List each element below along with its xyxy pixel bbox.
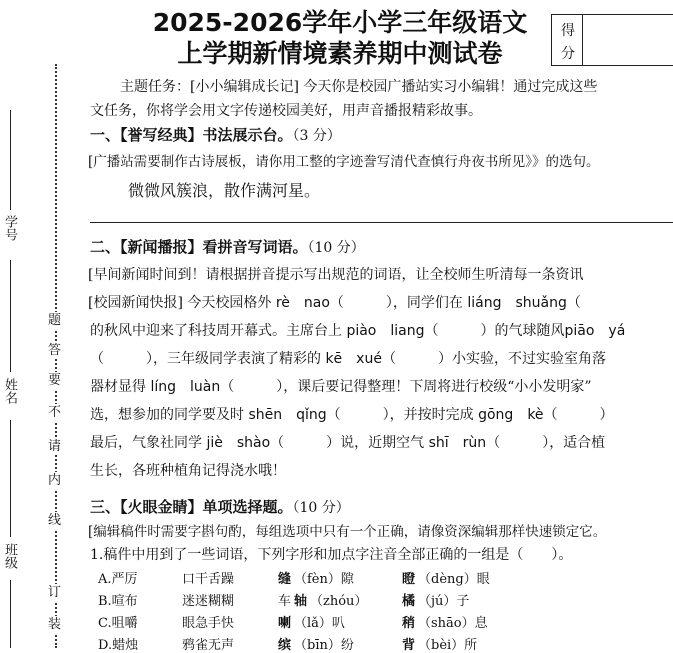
text-segment: ，同学们在 (392, 295, 463, 311)
section1-poem: 微微风簇浪，散作满河星。 (128, 181, 321, 200)
class-line (10, 420, 11, 537)
title-line-1: 2025-2026学年小学三年级语文 (152, 8, 528, 37)
text-segment: 的气球随风 (494, 323, 565, 339)
option-word-1: B.喧布 (98, 594, 138, 609)
text-segment: 选，想参加的同学要及时 (90, 407, 244, 423)
section1-title: 一、【誉写经典】书法展示台。 (90, 126, 293, 144)
writing-line[interactable] (90, 222, 673, 223)
binding-margin (0, 0, 78, 648)
binding-char: 要 (48, 373, 62, 388)
section2-points: （10 分） (307, 240, 365, 256)
option-char: 橘 (402, 594, 416, 609)
option-pinyin: （lǎ）叭 (294, 616, 345, 631)
section3-instruction: [编辑稿件时需要字斟句酌，每组选项中只有一个正确，请像资深编辑那样快速锁定它。 (88, 524, 607, 540)
text-segment: ，适合植 (549, 435, 606, 451)
option-pinyin: （shāo）息 (418, 616, 488, 631)
option-word-1: A.严厉 (98, 572, 138, 587)
pinyin: piāo yá (564, 323, 626, 339)
section1-instruction: [广播站需要制作古诗展板，请你用工整的字迹誊写清代查慎行舟夜书所见》》的选句。 (88, 154, 600, 170)
section2-line-5: 器材显得 líng luàn（ ），课后要记得整理！下周将进行校级“小小发明家” (90, 379, 592, 395)
name-label: 姓名 (2, 378, 17, 404)
text-segment: ，课后要记得整理！下周将进行校级“小小发明家” (283, 379, 592, 395)
option-word-2: 眼急手快 (182, 616, 235, 631)
pinyin: líng luàn (150, 379, 221, 395)
text-segment: 小实验，不过实验室角落 (451, 351, 606, 367)
section2-line-8: 生长，各班种植角记得浇水哦！ (90, 463, 286, 479)
name-line (10, 260, 11, 372)
class-label: 班级 (2, 543, 17, 569)
option-pinyin: （fèn）隙 (294, 572, 354, 587)
section2-heading (90, 236, 365, 257)
option-char: 车 (278, 594, 292, 609)
binding-char: 题 (48, 313, 62, 328)
exam-title (130, 7, 550, 69)
binding-char: 线 (48, 513, 62, 528)
question-1: 1.稿件中用到了一些词语，下列字形和加点字注音全部正确的一组是（ ）。 (90, 547, 573, 563)
option-char: 稍 (402, 616, 416, 631)
section2-line-6: 选，想参加的同学要及时 shēn qǐng（ ），并按时完成 gōng kè（ ） (90, 407, 614, 423)
option-word-1: C.咀嚼 (98, 616, 138, 631)
option-pinyin: （jú）子 (418, 594, 470, 609)
binding-char: 内 (48, 473, 62, 488)
option-pinyin: （dèng）眼 (418, 572, 490, 587)
pinyin: shī rùn (428, 435, 487, 451)
option-pinyin: （zhóu） (310, 594, 368, 609)
option-char: 缝 (278, 572, 292, 587)
score-char-2: 分 (561, 46, 575, 62)
option-word-2: 口干舌躁 (182, 572, 235, 587)
option-word-1: D.蜡烛 (98, 638, 139, 653)
option-char: 背 (402, 638, 416, 653)
pinyin: gōng kè (478, 407, 544, 423)
pinyin: kē xué (325, 351, 382, 367)
text-segment: 的秋风中迎来了科技周开幕式。主席台上 (90, 323, 342, 339)
intro-line-1: 主题任务：[小小编辑成长记] 今天你是校园广播站实习小编辑！通过完成这些 (120, 79, 598, 95)
option-pinyin: （bīn）纷 (294, 638, 354, 653)
score-box (551, 14, 673, 66)
option-char: 喇 (278, 616, 292, 631)
student-id-label: 学号 (2, 215, 17, 241)
text-segment: ，并按时完成 (389, 407, 474, 423)
text-segment: [校园新闻快报] 今天校园格外 (88, 295, 272, 311)
class-line-lower (10, 580, 11, 648)
section3-title: 三、【火眼金睛】单项选择题。 (90, 498, 293, 516)
section1-heading (90, 124, 341, 145)
option-char: 瞪 (402, 572, 416, 587)
section3-heading (90, 496, 350, 517)
section2-line-4: （ ），三年级同学表演了精彩的 kē xué（ ）小实验，不过实验室角落 (90, 351, 606, 367)
pinyin: piào liang (346, 323, 425, 339)
score-char-1: 得 (561, 23, 575, 39)
option-char: 轴 (294, 594, 308, 609)
pinyin: liáng shuǎng (467, 295, 567, 311)
intro-line-2: 文任务，你将学会用文字传递校园美好，用声音播报精彩故事。 (90, 103, 482, 119)
section1-points: （3 分） (292, 128, 341, 144)
text-segment: 最后，气象社同学 (90, 435, 202, 451)
section2-line-3: 的秋风中迎来了科技周开幕式。主席台上 piào liang（ ）的气球随风piāo yá (90, 323, 626, 339)
option-word-2: 鸦雀无声 (182, 638, 235, 653)
binding-char: 订 (48, 585, 62, 600)
binding-char: 不 (48, 405, 62, 420)
text-segment: 器材显得 (90, 379, 146, 395)
pinyin: shēn qǐng (248, 407, 327, 423)
binding-char: 装 (48, 617, 62, 632)
pinyin: rè nao (275, 295, 330, 311)
binding-char: 答 (48, 343, 62, 358)
section2-title: 二、【新闻播报】看拼音写词语。 (90, 238, 308, 256)
section2-line-2: [校园新闻快报] 今天校园格外 rè nao（ ），同学们在 liáng shuǎng（ (88, 295, 581, 311)
section2-line-7: 最后，气象社同学 jiè shào（ ）说，近期空气 shī rùn（ ），适合植 (90, 435, 606, 451)
option-pinyin: （bèi）所 (418, 638, 478, 653)
student-id-line (10, 110, 11, 210)
score-box-divider (582, 15, 583, 65)
option-word-2: 迷迷糊糊 (182, 594, 235, 609)
option-char: 缤 (278, 638, 292, 653)
pinyin: jiè shào (206, 435, 271, 451)
binding-char: 请 (48, 439, 62, 454)
text-segment: ，三年级同学表演了精彩的 (153, 351, 321, 367)
section2-line-1: [早间新闻时间到！请根据拼音提示写出规范的词语，让全校师生听清每一条资讯 (88, 267, 584, 283)
section3-points: （10 分） (292, 500, 350, 516)
title-line-2: 上学期新情境素养期中测试卷 (177, 39, 503, 68)
text-segment: 说，近期空气 (340, 435, 425, 451)
